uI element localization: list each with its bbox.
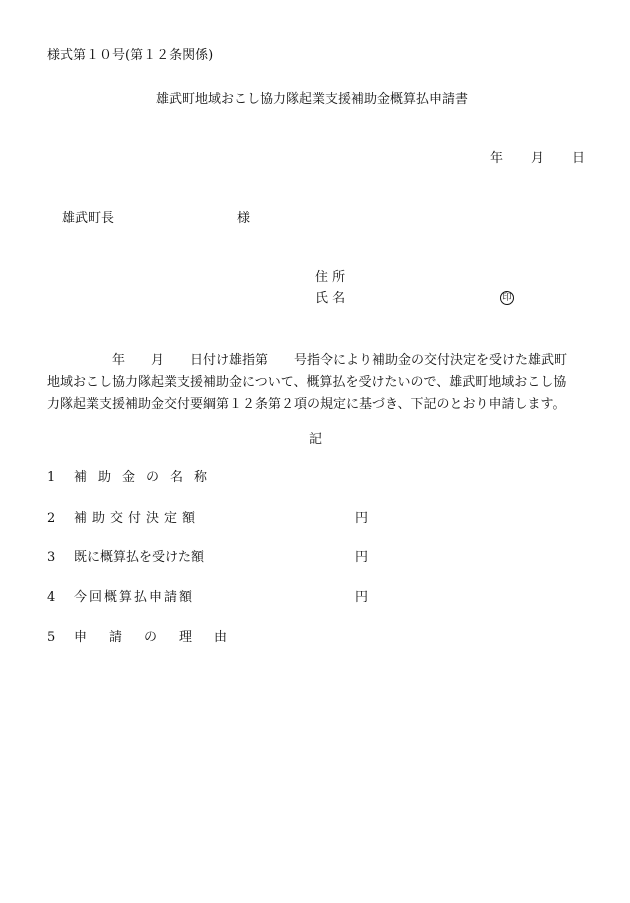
- item-label: 申請の理由: [74, 630, 250, 645]
- body-line: 地域おこし協力隊起業支援補助金について、概算払を受けたいので、雄武町地域おこし協: [47, 375, 567, 390]
- item-label: 今回概算払申請額: [74, 590, 195, 605]
- item-unit: 円: [355, 511, 369, 526]
- application-body: [47, 350, 592, 416]
- applicant-address-label: 住 所: [315, 270, 346, 285]
- list-item: [47, 551, 427, 564]
- addressee: [62, 212, 250, 225]
- ki-heading: 記: [309, 432, 323, 447]
- addressee-name: 雄武町長: [62, 211, 115, 226]
- document-title: 雄武町地域おこし協力隊起業支援補助金概算払申請書: [156, 92, 469, 107]
- item-label: 補助交付決定額: [74, 511, 201, 526]
- item-number: 1: [47, 470, 56, 485]
- item-number: 3: [47, 550, 56, 565]
- form-number: 様式第１０号(第１２条関係): [47, 48, 214, 63]
- list-item: [47, 512, 427, 525]
- date-month-label: 月: [530, 151, 544, 166]
- item-unit: 円: [355, 550, 369, 565]
- date-line: [490, 152, 585, 165]
- body-line: 力隊起業支援補助金交付要綱第１２条第２項の規定に基づき、下記のとおり申請します。: [47, 397, 566, 412]
- list-item: [47, 591, 427, 604]
- date-day-label: 日: [571, 151, 585, 166]
- item-number: 5: [47, 630, 56, 645]
- item-unit: 円: [355, 590, 369, 605]
- seal-mark: 印: [500, 291, 514, 305]
- date-year-label: 年: [490, 151, 504, 166]
- addressee-honorific: 様: [236, 211, 250, 226]
- applicant-name-label: 氏 名: [315, 291, 346, 306]
- body-line: 年 月 日付け雄指第 号指令により補助金の交付決定を受けた雄武町: [47, 353, 568, 368]
- item-number: 4: [47, 590, 56, 605]
- list-item: [47, 631, 427, 644]
- item-number: 2: [47, 511, 56, 526]
- item-label: 既に概算払を受けた額: [74, 550, 205, 565]
- list-item: [47, 471, 427, 484]
- item-label: 補助金の名称: [74, 470, 219, 485]
